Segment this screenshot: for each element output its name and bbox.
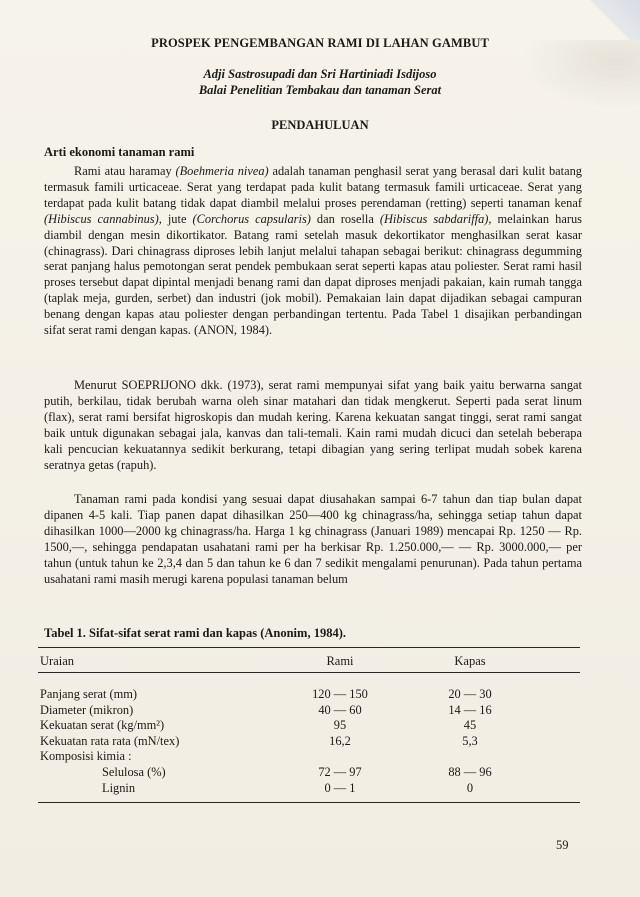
table-cell: Kekuatan rata rata (mN/tex) [40, 733, 180, 748]
paragraph-1-text-c: jute [161, 211, 193, 226]
paragraph-2 [44, 378, 582, 481]
paragraph-3-text: Tanaman rami pada kondisi yang sesuai dapat diusahakan sampai 6-7 tahun dan tiap bulan dapat dipanen 4-5 kali. Tiap panen dapat dihasilkan 250—400 kg chinagrass/ha, sehingga setiap tahun dapat dihasilkan 1000—2000 kg chinagrass/ha. Harga 1 kg chinagrass (Januari 1989) mencapai Rp. 1250 — Rp. 1500,—, sehingga pendapatan usahatani rami per ha berkisar Rp. 1.250.000,— — Rp. 3000.000,— per tahun (untuk tahun ke 2,3,4 dan 5 dan tahun ke 6 dan 7 sedikit mengalami penurunan). Pada tahun pertama usahatani rami masih merugi karena populasi tanaman belum [44, 492, 582, 586]
table-column-uraian [40, 687, 300, 796]
page-corner-fold [580, 0, 640, 40]
table-header-uraian: Uraian [40, 654, 75, 668]
table-cell: Komposisi kimia : [40, 749, 132, 764]
table-cell: 40 — 60 [318, 702, 362, 717]
paragraph-2-text: Menurut SOEPRIJONO dkk. (1973), serat rami mempunyai sifat yang baik yaitu berwarna sangat putih, berkilau, tidak berubah warna oleh sinar matahari dan tidak mengkerut. Seperti pada serat linum (flax), serat rami bersifat higroskopis dan mudah kering. Karena kekuatan sangat tinggi, serat rami sangat baik untuk digunakan sebagai jala, kanvas dan tali-temali. Kain rami mudah dicuci dan setelah beberapa kali pencucian kekuatannya sedikit berkurang, tetapi dibagian yang sering terlipat mudah sobek karena seratnya getas (rapuh). [44, 378, 582, 472]
table-cell: 5,3 [462, 733, 478, 748]
table-cell [420, 749, 520, 765]
paper-title: PROSPEK PENGEMBANGAN RAMI DI LAHAN GAMBUT [151, 36, 489, 50]
table-cell: 72 — 97 [318, 764, 362, 779]
table-cell: 0 [466, 780, 474, 795]
paragraph-3 [44, 492, 582, 595]
scientific-name: (Corchorus capsularis) [192, 211, 311, 226]
table-cell: 14 — 16 [448, 702, 492, 717]
table-cell: Diameter (mikron) [40, 702, 134, 717]
table-cell: 120 — 150 [312, 687, 368, 701]
table-cell: 16,2 [329, 733, 351, 748]
table-cell: 20 — 30 [448, 687, 492, 701]
table-caption: Tabel 1. Sifat-sifat serat rami dan kapas (Anonim, 1984). [44, 626, 346, 640]
table-cell: 45 [463, 718, 477, 733]
subsection-heading: Arti ekonomi tanaman rami [44, 145, 195, 159]
author-block [0, 66, 640, 98]
table-cell: 0 — 1 [324, 780, 356, 795]
table-cell [300, 749, 380, 765]
table-bottom-rule [38, 802, 580, 803]
table-top-rule [38, 647, 580, 648]
scientific-name: (Hibiscus cannabinus), [44, 211, 162, 226]
paragraph-1-text-d: dan rosella [310, 211, 380, 226]
table-cell: 88 — 96 [448, 764, 492, 779]
paragraph-1-text-a: Rami atau haramay [74, 164, 176, 178]
table-column-kapas [420, 687, 520, 796]
table-header-kapas: Kapas [454, 654, 486, 668]
authors: Adji Sastrosupadi dan Sri Hartiniadi Isdijoso [203, 67, 437, 81]
table-cell: Kekuatan serat (kg/mm²) [40, 718, 165, 733]
paragraph-1-text-e: melainkan harus diambil dengan mesin dikortikator. Batang rami setelah masuk dekortikator menghasilkan serat kasar (chinagrass). Dari chinagrass diproses lebih lanjut melalui tahapan sebagai berikut: chinagrass degumming serat panjang halus pemotongan serat pendek pembukaan serat seperti kapas atau poliester. Serat rami hasil proses tersebut dapat dipintal menjadi benang rami dan dapat diproses menjadi pakaian, kain rumah tangga (taplak meja, gurden, serbet) dan industri (jok mobil). Pemakaian lain dapat dijadikan sebagai campuran benang dengan kapas atau poliester dengan perbandingan tertentu. Pada Tabel 1 disajikan perbandingan sifat serat rami dengan kapas. (ANON, 1984). [44, 211, 582, 338]
table-cell: 95 [333, 718, 347, 733]
affiliation: Balai Penelitian Tembakau dan tanaman Serat [198, 83, 442, 97]
section-heading: PENDAHULUAN [271, 118, 369, 132]
table-column-rami [300, 687, 380, 796]
table-cell: Panjang serat (mm) [40, 687, 138, 701]
table-cell: Lignin [102, 780, 136, 795]
scientific-name: (Boehmeria nivea) [175, 164, 269, 178]
paragraph-1-text-b: adalah tanaman penghasil serat yang berasal dari kulit batang termasuk famili urticaceae. Serat yang terdapat pada kulit batang termasuk famili urticaceae. Serat yang terdapat pada kulit batang tidak dapat diambil melalui proses perendaman (retting) seperti tanaman kenaf [44, 164, 582, 210]
scientific-name: (Hibiscus sabdariffa), [379, 211, 492, 226]
page-number: 59 [556, 838, 569, 852]
table-header-rule [38, 672, 580, 673]
table-header-rami: Rami [326, 654, 354, 668]
paragraph-1 [44, 164, 582, 347]
table-cell: Selulosa (%) [102, 764, 166, 779]
